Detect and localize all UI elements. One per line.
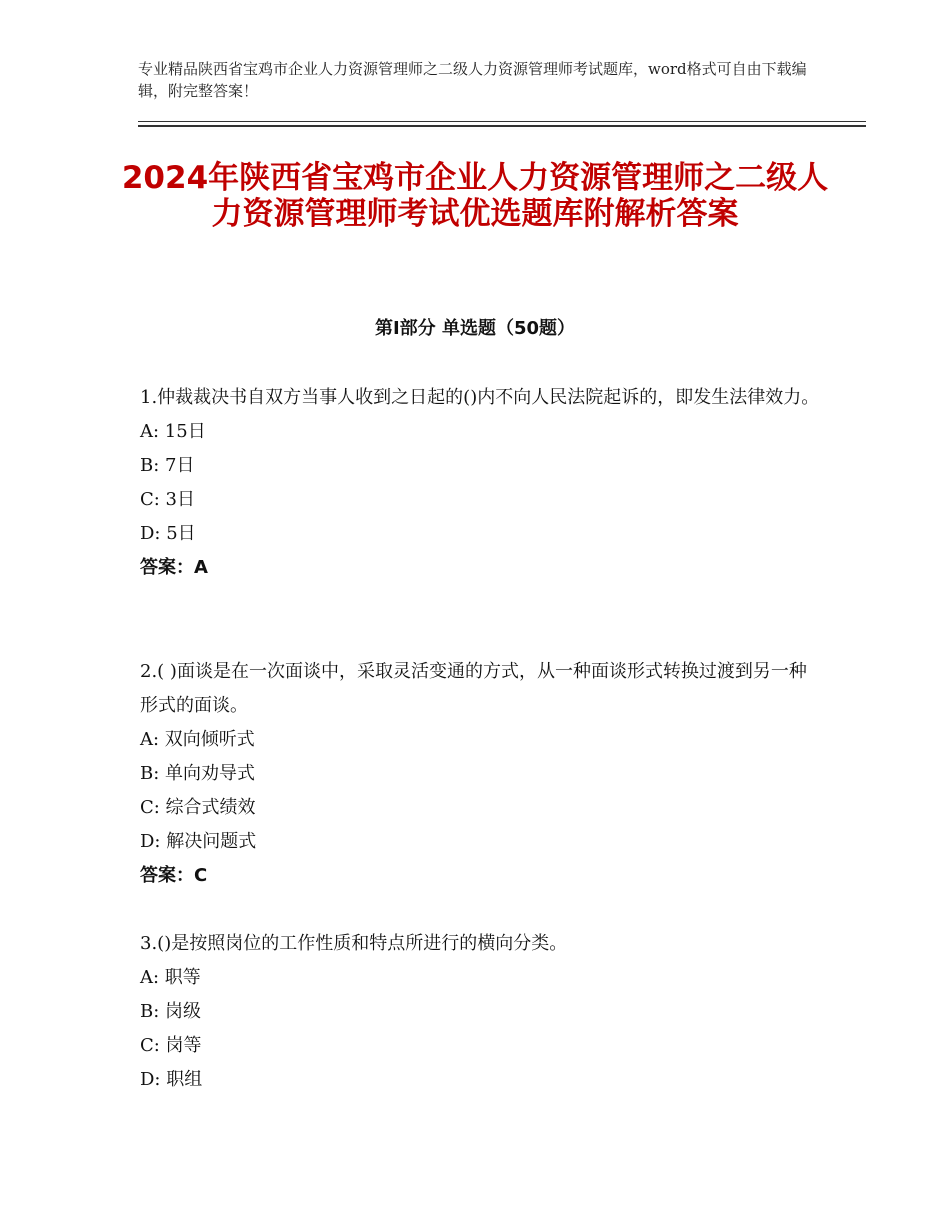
- option-c: C: 综合式绩效: [140, 797, 256, 818]
- question-2: [140, 655, 820, 893]
- answer: 答案：C: [140, 865, 208, 886]
- header-note: 专业精品陕西省宝鸡市企业人力资源管理师之二级人力资源管理师考试题库，word格式可自由下载编辑，附完整答案！: [138, 60, 807, 100]
- option-b: B: 7日: [140, 455, 195, 476]
- question-stem: 1.仲裁裁决书自双方当事人收到之日起的()内不向人民法院起诉的，即发生法律效力。: [140, 387, 820, 408]
- section-heading: 第Ⅰ部分 单选题（50题）: [374, 318, 575, 339]
- option-d: D: 解决问题式: [140, 831, 257, 852]
- answer: 答案：A: [140, 557, 208, 578]
- option-a: A: 职等: [140, 967, 201, 988]
- question-stem: 3.()是按照岗位的工作性质和特点所进行的横向分类。: [140, 933, 568, 954]
- option-b: B: 单向劝导式: [140, 763, 256, 784]
- question-3: [140, 927, 820, 1097]
- option-d: D: 职组: [140, 1069, 203, 1090]
- option-c: C: 岗等: [140, 1035, 202, 1056]
- option-d: D: 5日: [140, 523, 196, 544]
- option-a: A: 双向倾听式: [140, 729, 255, 750]
- header-divider-thin: [138, 121, 866, 122]
- header-divider-thick: [138, 125, 866, 127]
- question-1: [140, 381, 820, 585]
- option-a: A: 15日: [140, 421, 206, 442]
- option-b: B: 岗级: [140, 1001, 202, 1022]
- option-c: C: 3日: [140, 489, 196, 510]
- document-title: 2024年陕西省宝鸡市企业人力资源管理师之二级人力资源管理师考试优选题库附解析答案: [121, 160, 829, 232]
- question-stem: 2.( )面谈是在一次面谈中，采取灵活变通的方式，从一种面谈形式转换过渡到另一种形式的面谈。: [140, 661, 807, 716]
